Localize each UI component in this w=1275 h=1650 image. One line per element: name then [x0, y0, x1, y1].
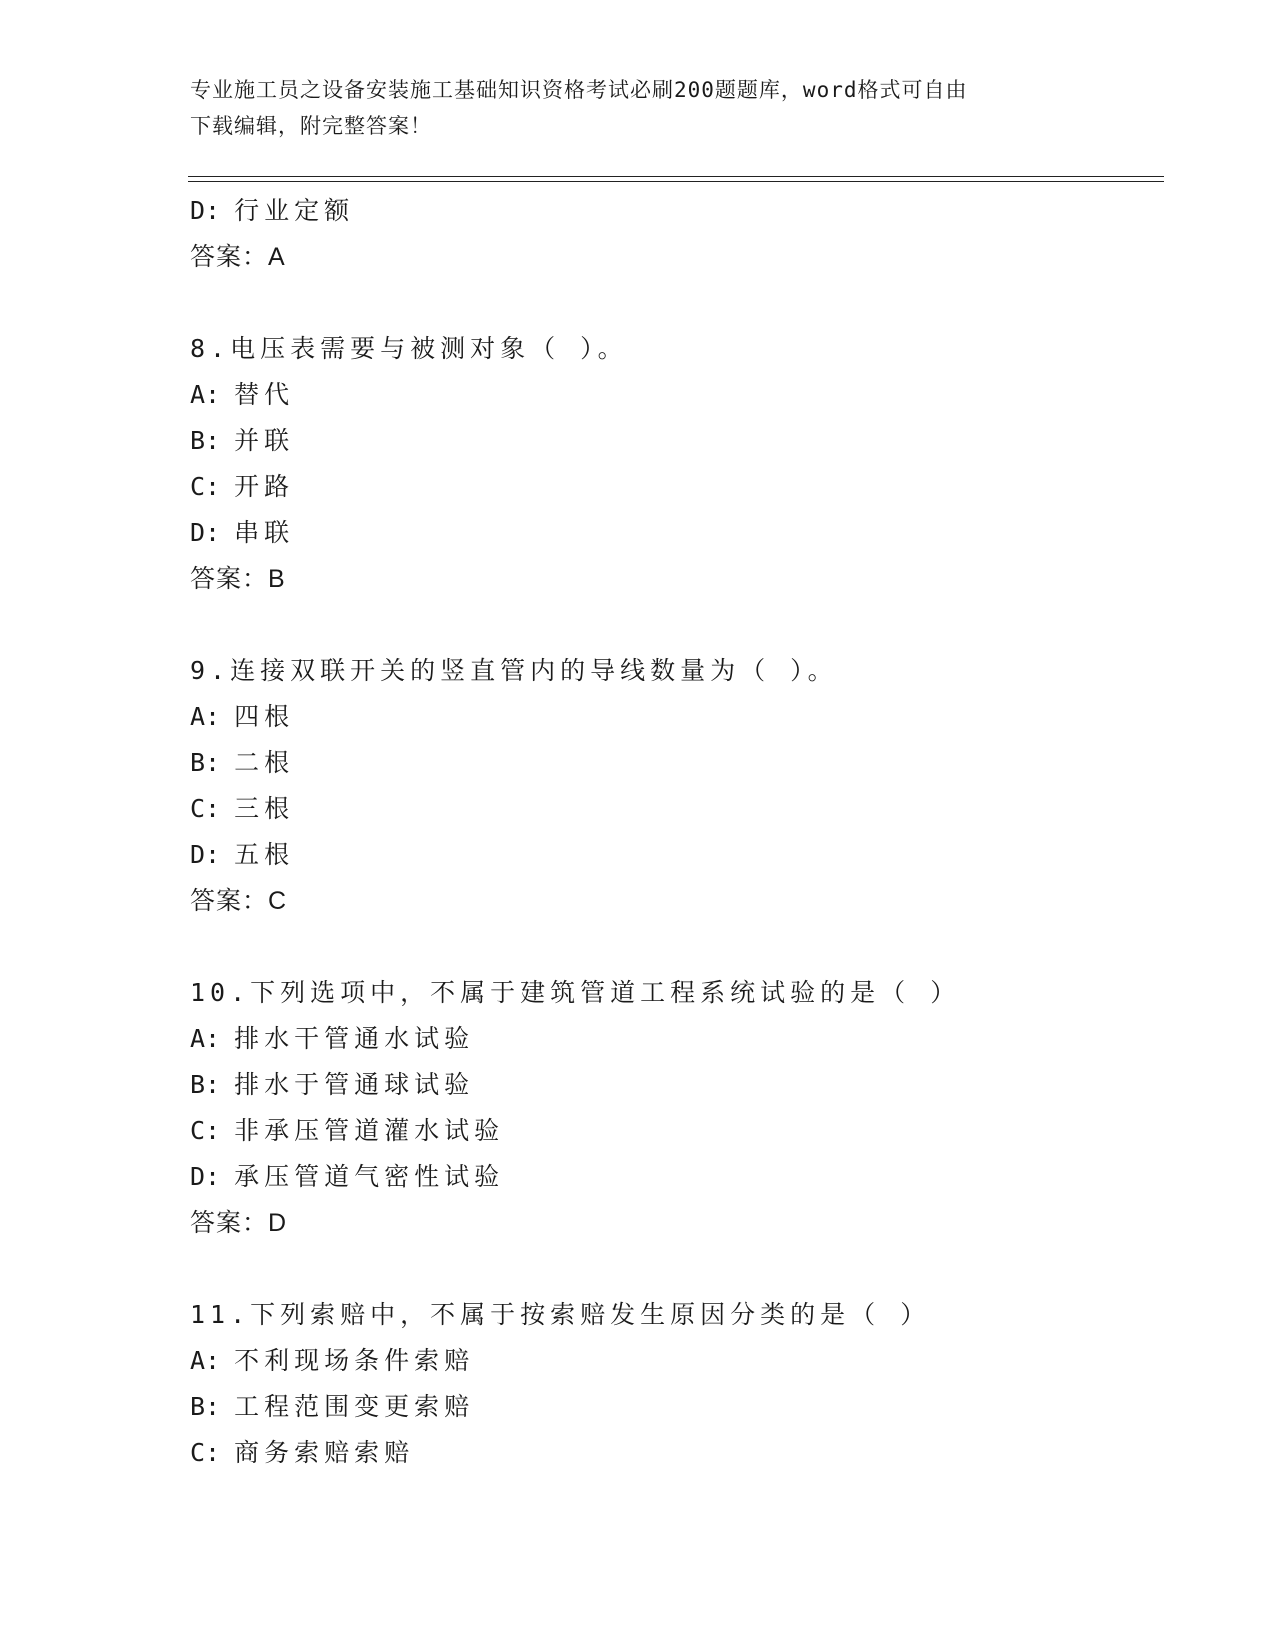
option-d — [190, 1154, 1150, 1200]
option-text: 四根 — [234, 702, 295, 731]
question-title: 8.电压表需要与被测对象（ ）。 — [190, 334, 628, 363]
answer-line: 答案：D — [190, 1209, 288, 1237]
option-label: A: — [190, 702, 221, 731]
option-text: 开路 — [234, 472, 295, 501]
answer-line: 答案：B — [190, 565, 286, 593]
document-header — [190, 72, 1090, 144]
option-label: C: — [190, 1116, 221, 1145]
header-line-1: 专业施工员之设备安装施工基础知识资格考试必刷200题题库，word格式可自由 — [190, 78, 968, 102]
option-label: A: — [190, 380, 221, 409]
question-title: 9.连接双联开关的竖直管内的导线数量为（ ）。 — [190, 656, 838, 685]
option-a — [190, 694, 1150, 740]
option-label: C: — [190, 1438, 221, 1467]
option-text: 并联 — [234, 426, 295, 455]
header-divider-top — [188, 176, 1164, 177]
option-b — [190, 418, 1150, 464]
option-text: 排水干管通水试验 — [234, 1024, 475, 1053]
option-a — [190, 1016, 1150, 1062]
option-text: 非承压管道灌水试验 — [234, 1116, 505, 1145]
option-text: 商务索赔索赔 — [234, 1438, 415, 1467]
option-label: C: — [190, 794, 221, 823]
option-a — [190, 372, 1150, 418]
option-a — [190, 1338, 1150, 1384]
option-c — [190, 1430, 1150, 1476]
option-label: B: — [190, 1392, 221, 1421]
option-label: A: — [190, 1024, 221, 1053]
option-c — [190, 1108, 1150, 1154]
option-text: 五根 — [234, 840, 295, 869]
question-list — [190, 188, 1150, 1476]
option-c — [190, 786, 1150, 832]
option-d — [190, 832, 1150, 878]
answer-line: 答案：C — [190, 887, 288, 915]
option-label: B: — [190, 426, 221, 455]
option-label: B: — [190, 1070, 221, 1099]
option-text: 排水于管通球试验 — [234, 1070, 475, 1099]
option-label: A: — [190, 1346, 221, 1375]
option-text: 三根 — [234, 794, 295, 823]
header-divider-bottom — [188, 181, 1164, 182]
option-text: 串联 — [234, 518, 295, 547]
question-title: 10.下列选项中，不属于建筑管道工程系统试验的是（ ） — [190, 978, 961, 1007]
option-c — [190, 464, 1150, 510]
option-text: 替代 — [234, 380, 295, 409]
option-text: 工程范围变更索赔 — [234, 1392, 475, 1421]
option-text: 承压管道气密性试验 — [234, 1162, 505, 1191]
question-title: 11.下列索赔中，不属于按索赔发生原因分类的是（ ） — [190, 1300, 931, 1329]
option-label: C: — [190, 472, 221, 501]
option-text: 不利现场条件索赔 — [234, 1346, 475, 1375]
header-line-2: 下载编辑，附完整答案！ — [190, 114, 432, 138]
option-label: D: — [190, 1162, 221, 1191]
option-d — [190, 188, 1150, 234]
option-label: D: — [190, 840, 221, 869]
option-d — [190, 510, 1150, 556]
option-b — [190, 1062, 1150, 1108]
option-text: 二根 — [234, 748, 295, 777]
option-label: D: — [190, 196, 221, 225]
answer-line: 答案：A — [190, 243, 286, 271]
option-label: B: — [190, 748, 221, 777]
option-b — [190, 740, 1150, 786]
option-label: D: — [190, 518, 221, 547]
option-b — [190, 1384, 1150, 1430]
option-text: 行业定额 — [234, 196, 355, 225]
